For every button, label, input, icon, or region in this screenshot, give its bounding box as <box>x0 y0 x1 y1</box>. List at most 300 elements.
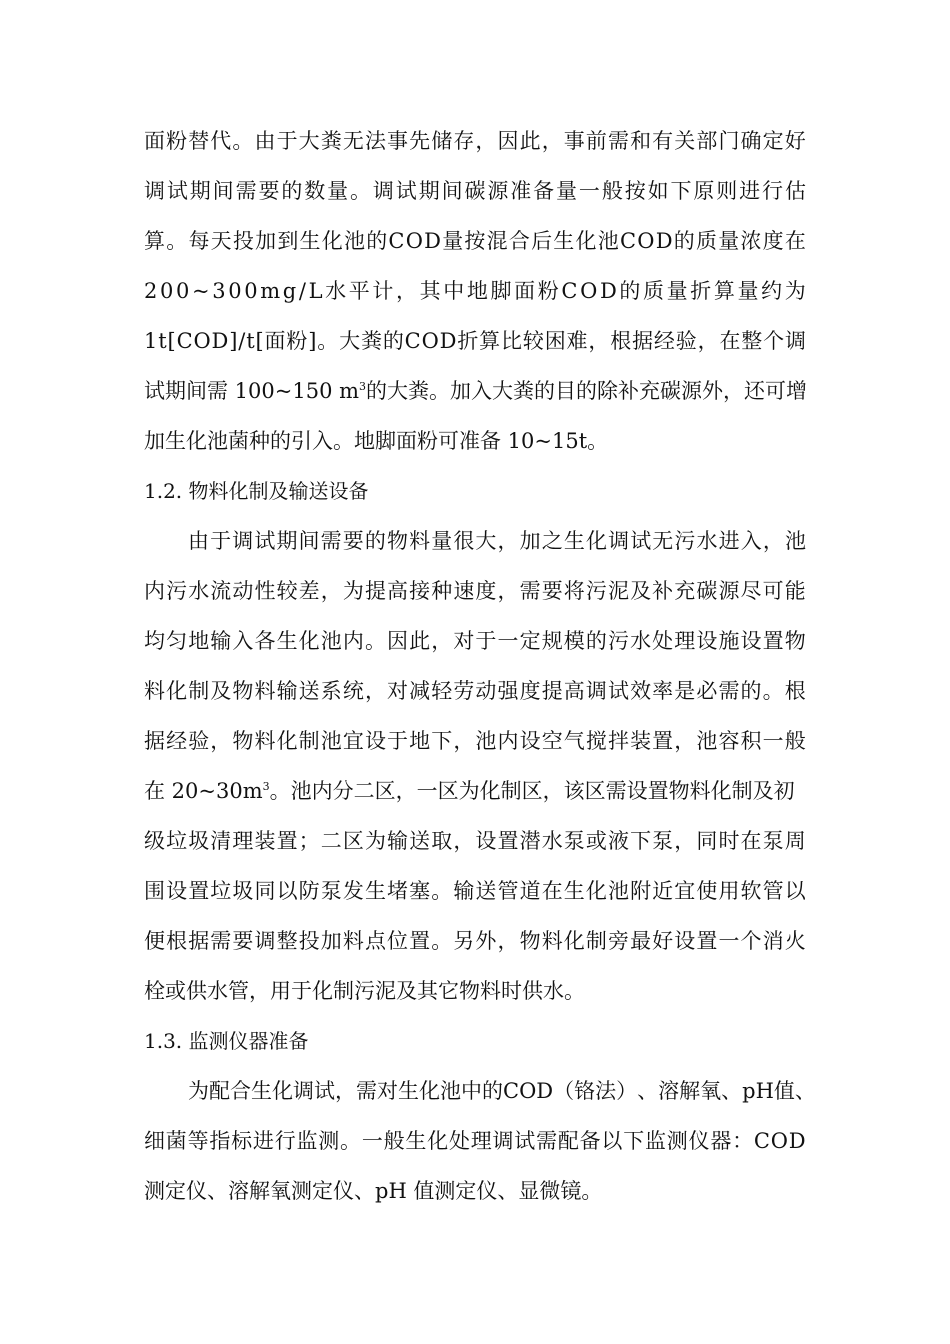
glyph: 调 <box>372 179 394 203</box>
glyph: 塞 <box>409 879 431 903</box>
text-line <box>144 716 806 766</box>
glyph: 根 <box>610 329 632 353</box>
glyph: ， <box>674 829 696 853</box>
glyph: ， <box>335 1079 356 1103</box>
glyph: 部 <box>696 129 718 153</box>
glyph: 和 <box>630 129 652 153</box>
glyph: 高 <box>563 679 585 703</box>
glyph: ， <box>497 529 519 553</box>
glyph: 的 <box>366 229 388 253</box>
glyph: 于 <box>210 529 232 553</box>
glyph: 好 <box>652 929 674 953</box>
glyph: 装 <box>254 829 276 853</box>
glyph: D <box>211 329 229 353</box>
glyph: 周 <box>784 829 806 853</box>
superscript-unit: 3 <box>262 780 270 793</box>
glyph: 动 <box>232 579 254 603</box>
paragraph-material-equipment <box>144 516 806 1016</box>
glyph: 化 <box>276 729 298 753</box>
glyph: 圾 <box>232 879 254 903</box>
glyph: 值 <box>773 1079 795 1103</box>
glyph: 粉 <box>537 279 559 303</box>
glyph: 设 <box>674 929 696 953</box>
glyph: 送 <box>298 679 320 703</box>
glyph: 可 <box>762 579 784 603</box>
glyph: 根 <box>784 679 806 703</box>
glyph: 尽 <box>740 579 762 603</box>
glyph: 间 <box>212 179 234 203</box>
glyph: 为 <box>342 579 364 603</box>
glyph: 加 <box>519 529 541 553</box>
glyph: 料 <box>541 929 563 953</box>
glyph: 据 <box>632 329 654 353</box>
text-line-part: 试期间需 100~150 $m^3$的大粪。加入大粪的目的除补充碳源外，还可增 <box>144 379 808 403</box>
glyph: 输 <box>210 629 232 653</box>
glyph: C <box>388 229 405 253</box>
glyph: 此 <box>409 629 431 653</box>
glyph: 用 <box>718 879 740 903</box>
glyph: 料 <box>409 529 431 553</box>
glyph: 需 <box>607 129 629 153</box>
glyph: 。 <box>762 679 784 703</box>
glyph: O <box>193 329 211 353</box>
glyph: 置 <box>188 879 210 903</box>
glyph: 生 <box>405 1129 427 1153</box>
glyph: 流 <box>210 579 232 603</box>
glyph: 量 <box>737 279 759 303</box>
glyph: 试 <box>607 679 629 703</box>
glyph: 源 <box>487 179 509 203</box>
glyph: 需 <box>210 929 232 953</box>
glyph: 一 <box>361 1129 383 1153</box>
text-line <box>144 216 806 266</box>
glyph: 配 <box>557 1129 579 1153</box>
glyph: 难 <box>566 329 588 353</box>
glyph: 料 <box>144 679 165 703</box>
glyph: 化 <box>563 929 585 953</box>
glyph: 匀 <box>166 629 188 653</box>
glyph: H <box>755 1079 774 1103</box>
text-line: 栓或供水管，用于化制污泥及其它物料时供水。 <box>144 979 585 1003</box>
glyph: 充 <box>674 579 696 603</box>
glyph: 发 <box>342 879 364 903</box>
glyph: 水 <box>630 629 652 653</box>
glyph: 的 <box>619 279 641 303</box>
glyph: 如 <box>647 179 669 203</box>
glyph: ， <box>588 329 610 353</box>
text-line <box>144 366 806 416</box>
glyph: 内 <box>497 729 519 753</box>
glyph: 管 <box>497 879 519 903</box>
glyph: 0 <box>160 279 174 303</box>
glyph: 生 <box>553 229 575 253</box>
paragraph-monitoring <box>144 1066 816 1216</box>
glyph: 水 <box>325 279 347 303</box>
glyph: 调 <box>254 929 276 953</box>
glyph: 地 <box>466 279 488 303</box>
glyph: 铬 <box>574 1079 596 1103</box>
glyph: 进 <box>718 529 740 553</box>
glyph: 装 <box>630 729 652 753</box>
glyph: ， <box>674 729 696 753</box>
glyph: 试 <box>514 1129 536 1153</box>
glyph: 较 <box>522 329 544 353</box>
glyph: 软 <box>740 879 762 903</box>
glyph: ] <box>229 329 238 353</box>
glyph: 于 <box>387 729 409 753</box>
glyph: 经 <box>166 729 188 753</box>
glyph: 化 <box>575 229 597 253</box>
glyph: 事 <box>387 129 409 153</box>
glyph: 化 <box>298 629 320 653</box>
text-line <box>144 116 806 166</box>
glyph: 在 <box>719 329 741 353</box>
glyph: g <box>282 279 297 303</box>
glyph: 需 <box>235 179 257 203</box>
glyph: 较 <box>276 579 298 603</box>
glyph: 。 <box>431 879 453 903</box>
glyph: 投 <box>298 929 320 953</box>
glyph: 为 <box>784 279 806 303</box>
glyph: 无 <box>342 129 364 153</box>
glyph: 先 <box>409 129 431 153</box>
glyph: O <box>770 1129 788 1153</box>
glyph: 空 <box>541 729 563 753</box>
glyph: 于 <box>276 129 298 153</box>
glyph: 设 <box>475 829 497 853</box>
text-line <box>144 866 806 916</box>
glyph: 污 <box>607 629 629 653</box>
glyph: 面 <box>264 329 286 353</box>
glyph: 设 <box>364 729 386 753</box>
glyph: 高 <box>387 579 409 603</box>
glyph: 每 <box>188 229 210 253</box>
glyph: 面 <box>514 279 536 303</box>
glyph: 加 <box>255 229 277 253</box>
glyph: 系 <box>320 679 342 703</box>
glyph: 到 <box>277 229 299 253</box>
glyph: 调 <box>608 529 630 553</box>
glyph: ， <box>697 329 719 353</box>
glyph: 差 <box>298 579 320 603</box>
glyph: 或 <box>585 829 607 853</box>
glyph: 及 <box>630 579 652 603</box>
glyph: 试 <box>166 179 188 203</box>
glyph: 能 <box>784 579 806 603</box>
glyph: ， <box>320 579 342 603</box>
glyph: 量 <box>327 179 349 203</box>
text-line: 测定仪、溶解氧测定仪、pH 值测定仪、显微镜。 <box>144 1179 603 1203</box>
glyph: 置 <box>762 629 784 653</box>
glyph: 使 <box>696 879 718 903</box>
glyph: 确 <box>740 129 762 153</box>
text-line <box>144 516 806 566</box>
glyph: 、 <box>637 1079 659 1103</box>
glyph: m <box>260 279 281 303</box>
glyph: 菌 <box>165 1129 187 1153</box>
glyph: 粪 <box>360 329 382 353</box>
glyph: 。 <box>317 329 339 353</box>
glyph: ， <box>497 579 519 603</box>
glyph: 外 <box>475 929 497 953</box>
glyph: 。 <box>364 629 386 653</box>
glyph: 同 <box>696 829 718 853</box>
glyph: 期 <box>418 179 440 203</box>
glyph: 均 <box>144 629 165 653</box>
glyph: 比 <box>501 329 523 353</box>
glyph: 料 <box>254 679 276 703</box>
glyph: 法 <box>595 1079 617 1103</box>
glyph: 宜 <box>342 729 364 753</box>
text-line <box>144 1066 816 1116</box>
glyph: 调 <box>232 529 254 553</box>
glyph: 泵 <box>320 879 342 903</box>
glyph: 按 <box>464 229 486 253</box>
glyph: 需 <box>320 529 342 553</box>
glyph: 算 <box>144 229 165 253</box>
glyph: 。 <box>431 929 453 953</box>
glyph: 将 <box>563 579 585 603</box>
glyph: C <box>619 229 637 253</box>
glyph: 入 <box>232 629 254 653</box>
glyph: 火 <box>784 929 806 953</box>
glyph: 的 <box>364 529 386 553</box>
glyph: 在 <box>740 829 762 853</box>
glyph: 劳 <box>453 679 475 703</box>
glyph: C <box>561 279 578 303</box>
glyph: 堵 <box>387 879 409 903</box>
glyph: 理 <box>470 1129 492 1153</box>
glyph: 化 <box>321 229 343 253</box>
glyph: 清 <box>210 829 232 853</box>
glyph: 中 <box>461 1079 482 1103</box>
glyph: 面 <box>144 129 165 153</box>
glyph: 间 <box>441 179 463 203</box>
glyph: 细 <box>144 1129 165 1153</box>
glyph: 物 <box>232 729 254 753</box>
glyph: 对 <box>377 1079 398 1103</box>
glyph: 中 <box>443 279 465 303</box>
glyph: 统 <box>342 679 364 703</box>
glyph: 化 <box>427 1129 449 1153</box>
glyph: 准 <box>510 179 532 203</box>
glyph: 时 <box>718 829 740 853</box>
glyph: 需 <box>718 679 740 703</box>
glyph: 料 <box>254 729 276 753</box>
glyph: 行 <box>274 1129 296 1153</box>
glyph: 调 <box>293 1079 314 1103</box>
glyph: 模 <box>563 629 585 653</box>
glyph: 近 <box>652 879 674 903</box>
glyph: 加 <box>320 929 342 953</box>
glyph: 率 <box>652 679 674 703</box>
glyph: O <box>405 229 423 253</box>
glyph: 泵 <box>762 829 784 853</box>
glyph: 储 <box>431 129 453 153</box>
glyph: 一 <box>497 629 519 653</box>
glyph: 输 <box>387 829 409 853</box>
glyph: 接 <box>409 579 431 603</box>
glyph: [ <box>167 329 176 353</box>
glyph: 调 <box>144 179 165 203</box>
glyph: 取 <box>431 829 453 853</box>
glyph: 设 <box>696 629 718 653</box>
glyph: 0 <box>176 279 190 303</box>
glyph: 以 <box>601 1129 623 1153</box>
glyph: 度 <box>762 229 784 253</box>
glyph: D <box>439 329 457 353</box>
glyph: 搅 <box>585 729 607 753</box>
glyph: 物 <box>519 929 541 953</box>
text-line <box>144 1116 806 1166</box>
glyph: 的 <box>740 679 762 703</box>
glyph: 2 <box>144 279 158 303</box>
glyph: 污 <box>166 579 188 603</box>
glyph: 最 <box>630 929 652 953</box>
glyph: O <box>637 229 655 253</box>
glyph: 防 <box>298 879 320 903</box>
glyph: 因 <box>387 629 409 653</box>
glyph: 制 <box>585 929 607 953</box>
glyph: p <box>742 1079 756 1103</box>
glyph: 要 <box>541 579 563 603</box>
glyph: 由 <box>188 529 209 553</box>
glyph: ， <box>364 679 386 703</box>
glyph: 一 <box>578 179 600 203</box>
glyph: 度 <box>475 579 497 603</box>
glyph: 、 <box>794 1079 816 1103</box>
glyph: 定 <box>519 629 541 653</box>
glyph: 速 <box>453 579 475 603</box>
glyph: 。 <box>350 179 372 203</box>
glyph: t <box>158 329 167 353</box>
glyph: 存 <box>453 129 475 153</box>
glyph: 按 <box>624 179 646 203</box>
glyph: 投 <box>232 229 254 253</box>
glyph: 。 <box>232 129 254 153</box>
glyph: 量 <box>442 229 464 253</box>
glyph: 大 <box>475 529 497 553</box>
glyph: 则 <box>716 179 738 203</box>
glyph: 污 <box>674 529 696 553</box>
glyph: 平 <box>348 279 370 303</box>
glyph: 合 <box>508 229 530 253</box>
glyph: 。 <box>340 1129 362 1153</box>
glyph: 道 <box>519 879 541 903</box>
glyph: ； <box>298 829 320 853</box>
glyph: 的 <box>585 629 607 653</box>
glyph: D <box>599 279 617 303</box>
glyph: 整 <box>276 929 298 953</box>
glyph: 同 <box>254 879 276 903</box>
glyph: 地 <box>188 629 210 653</box>
glyph: 调 <box>784 329 806 353</box>
glyph: O <box>580 279 598 303</box>
glyph: 粪 <box>320 129 342 153</box>
glyph: 间 <box>298 529 320 553</box>
glyph: 般 <box>383 1129 405 1153</box>
glyph: 入 <box>740 529 762 553</box>
glyph: 期 <box>189 179 211 203</box>
glyph: 气 <box>563 729 585 753</box>
glyph: 料 <box>342 929 364 953</box>
glyph: L <box>308 279 323 303</box>
glyph: / <box>238 329 246 353</box>
glyph: 要 <box>258 179 280 203</box>
glyph: 个 <box>740 929 762 953</box>
glyph: 置 <box>497 829 519 853</box>
glyph: 据 <box>188 929 210 953</box>
glyph: 泥 <box>607 579 629 603</box>
glyph: 无 <box>652 529 674 553</box>
glyph: O <box>421 329 439 353</box>
text-line: 加生化池菌种的引入。地脚面粉可准备 10~15t。 <box>144 429 609 453</box>
glyph: 代 <box>210 129 232 153</box>
glyph: 量 <box>431 529 453 553</box>
glyph: 种 <box>431 579 453 603</box>
glyph: 监 <box>644 1129 666 1153</box>
glyph: 池 <box>320 629 342 653</box>
glyph: ， <box>453 729 475 753</box>
superscript-unit: 3 <box>359 380 367 393</box>
glyph: 是 <box>674 679 696 703</box>
glyph: 指 <box>209 1129 231 1153</box>
glyph: 据 <box>144 729 165 753</box>
glyph: ， <box>453 829 475 853</box>
glyph: 池 <box>475 729 497 753</box>
glyph: 垃 <box>210 879 232 903</box>
glyph: 一 <box>718 929 740 953</box>
glyph: ， <box>497 929 519 953</box>
glyph: 浓 <box>740 229 762 253</box>
glyph: 规 <box>541 629 563 653</box>
glyph: 器 <box>710 1129 732 1153</box>
glyph: 地 <box>409 729 431 753</box>
glyph: 个 <box>763 329 785 353</box>
glyph: 泵 <box>652 829 674 853</box>
glyph: D <box>424 229 441 253</box>
glyph: 置 <box>276 829 298 853</box>
glyph: 池 <box>343 229 365 253</box>
glyph: 提 <box>541 679 563 703</box>
text-line <box>144 766 806 816</box>
text-line <box>144 266 806 316</box>
glyph: 各 <box>254 629 276 653</box>
glyph: 大 <box>339 329 361 353</box>
glyph: 轻 <box>431 679 453 703</box>
glyph: 需 <box>536 1129 558 1153</box>
glyph: 量 <box>718 229 740 253</box>
glyph: 经 <box>653 329 675 353</box>
glyph: 池 <box>607 879 629 903</box>
glyph: 困 <box>544 329 566 353</box>
glyph: 级 <box>144 829 165 853</box>
glyph: 池 <box>597 229 619 253</box>
glyph: 围 <box>144 879 165 903</box>
glyph: 进 <box>252 1129 274 1153</box>
glyph: 等 <box>187 1129 209 1153</box>
glyph: 根 <box>166 929 188 953</box>
glyph: 前 <box>585 129 607 153</box>
glyph: 池 <box>320 729 342 753</box>
text-line <box>144 166 806 216</box>
glyph: 置 <box>696 929 718 953</box>
glyph: 定 <box>762 129 784 153</box>
section-heading-1-2: 1.2. 物料化制及输送设备 <box>144 479 369 503</box>
glyph: 生 <box>563 879 585 903</box>
glyph: 行 <box>762 179 784 203</box>
glyph: 源 <box>718 579 740 603</box>
